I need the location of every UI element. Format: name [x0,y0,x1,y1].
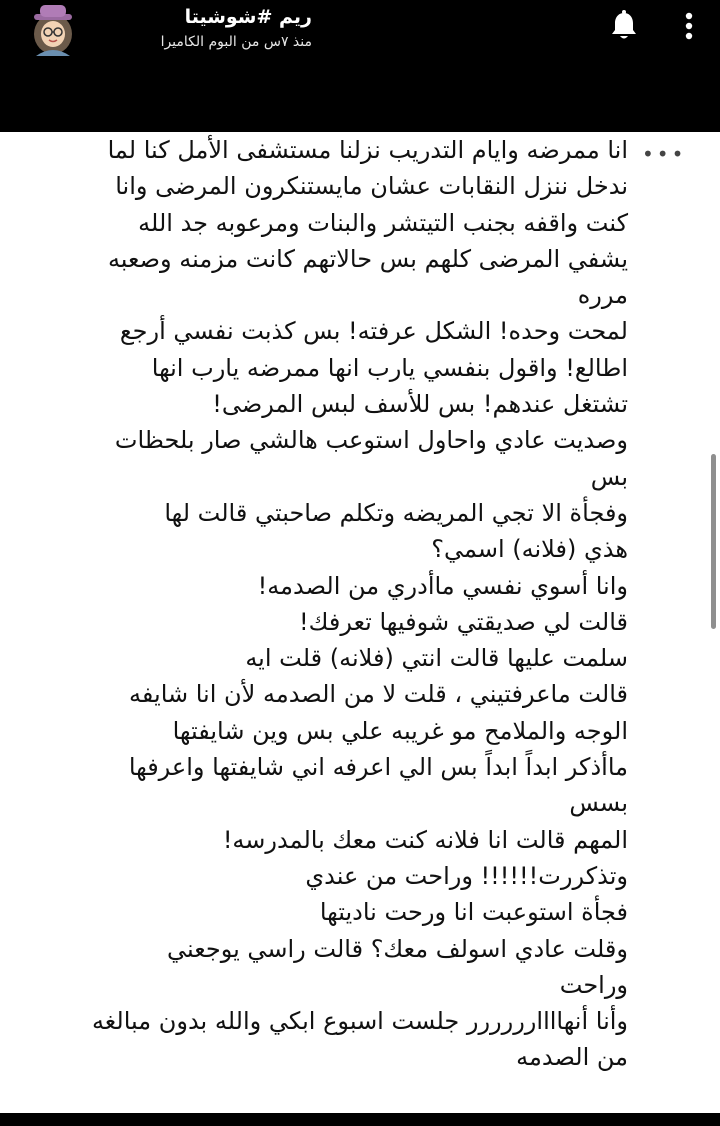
post-text-line: وأنا أنهاااارررررر جلست اسبوع ابكي والله بدون مبالغه [91,1007,628,1036]
author-name[interactable]: ريم #شوشيتا [184,6,312,28]
bottom-edge-bar [0,1113,720,1126]
post-text-line: وقلت عادي اسولف معك؟ قالت راسي يوجعني [167,934,628,963]
post-content [0,132,720,1126]
post-text-line: هذي (فلانه) اسمي؟ [431,535,628,564]
more-indicator[interactable]: ••• [642,142,687,166]
post-text-line: وفجأة الا تجي المريضه وتكلم صاحبتي قالت لها [164,498,628,527]
post-text-line: وراحت [559,970,628,999]
post-text-line: وانا أسوي نفسي ماأدري من الصدمه! [257,571,628,600]
notification-bell-button[interactable] [606,8,642,44]
post-text-line: بس [590,462,628,491]
post-timestamp-source: منذ ٧س من البوم الكاميرا [160,34,312,50]
vertical-dots-icon [674,8,704,44]
post-text-line: وتذكررت!!!!!! وراحت من عندي [305,861,628,890]
post-text-line: فجأة استوعبت انا ورحت ناديتها [319,898,628,927]
post-text-line: المهم قالت انا فلانه كنت معك بالمدرسه! [222,825,628,854]
post-text-line: وصديت عادي واحاول استوعب هالشي صار بلحظات [114,426,628,455]
post-text-line: يشفي المرضى كلهم بس حالاتهم كانت مزمنه وصعبه [107,244,628,273]
post-text-line: ماأذكر ابداً ابداً بس الي اعرفه اني شايفتها واعرفها [128,753,628,782]
post-header [0,0,720,132]
post-text-line: سلمت عليها قالت انتي (فلانه) قلت ايه [245,644,628,673]
more-options-button[interactable] [674,8,704,44]
post-text [18,132,628,1076]
post-text-line: ندخل ننزل النقابات عشان مايستنكرون المرضى وانا [115,172,628,201]
post-text-line: قالت ماعرفتيني ، قلت لا من الصدمه لأن انا شايفه [129,680,628,709]
post-text-line: اطالع! واقول بنفسي يارب انها ممرضه يارب انها [151,353,628,382]
bell-icon [606,8,642,44]
post-author-block [62,4,312,52]
post-text-line: مرره [577,281,628,310]
post-text-line: من الصدمه [516,1043,628,1072]
post-text-line: لمحت وحده! الشكل عرفته! بس كذبت نفسي أرجع [119,317,628,346]
post-text-line: كنت واقفه بجنب التيتشر والبنات ومرعوبه جد الله [138,208,628,237]
scrollbar-thumb[interactable] [711,454,716,629]
post-text-line: قالت لي صديقتي شوفيها تعرفك! [299,607,628,636]
post-text-line: تشتغل عندهم! بس للأسف لبس المرضى! [212,390,628,419]
post-text-line: بسس [569,789,628,818]
post-text-line: انا ممرضه وايام التدريب نزلنا مستشفى الأمل كنا لما [107,136,628,164]
post-text-line: الوجه والملامح مو غريبه علي بس وين شايفتها [172,716,628,745]
